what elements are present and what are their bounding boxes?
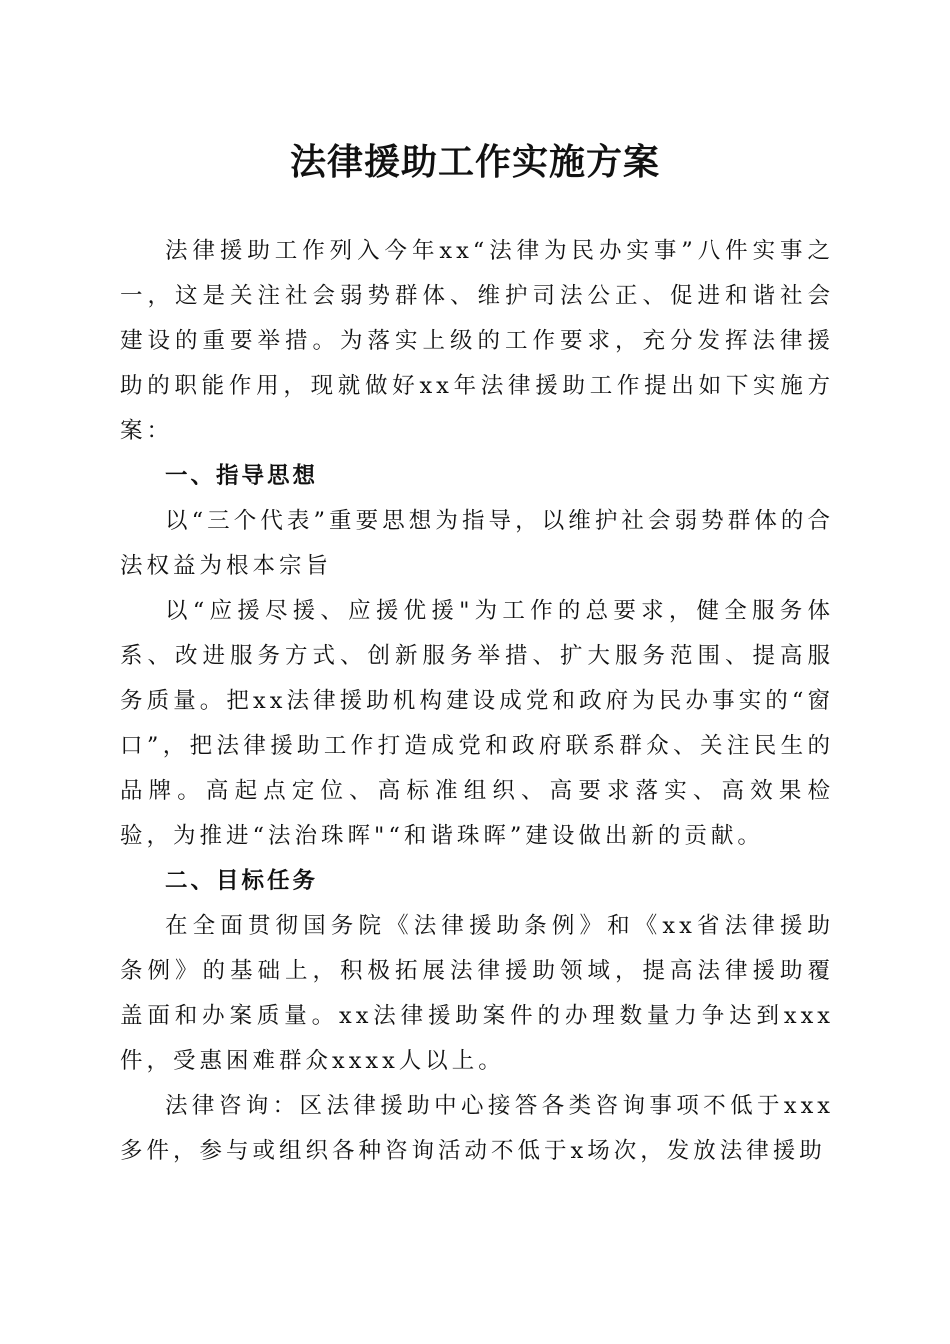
document-body — [120, 229, 834, 1174]
section-heading-guiding-ideology: 一、指导思想 — [165, 463, 319, 489]
goals-tasks-paragraph-1: 在全面贯彻国务院《法律援助条例》和《xx省法律援助条例》的基础上，积极拓展法律援助领域，提高法律援助覆盖面和办案质量。xx法律援助案件的办理数量力争达到xxx件，受惠困难群众xxxx人以上。 — [120, 913, 834, 1074]
guiding-ideology-paragraph-2: 以“应援尽援、应援优援"为工作的总要求，健全服务体系、改进服务方式、创新服务举措、扩大服务范围、提高服务质量。把xx法律援助机构建设成党和政府为民办事实的“窗口”，把法律援助工作打造成党和政府联系群众、关注民生的品牌。高起点定位、高标准组织、高要求落实、高效果检验，为推进“法治珠晖"“和谐珠晖”建设做出新的贡献。 — [120, 598, 834, 849]
section-heading-goals-tasks: 二、目标任务 — [165, 868, 319, 894]
guiding-ideology-paragraph-1: 以“三个代表”重要思想为指导，以维护社会弱势群体的合法权益为根本宗旨 — [120, 508, 834, 579]
document-title: 法律援助工作实施方案 — [289, 141, 660, 183]
legal-consultation-paragraph: 法律咨询：区法律援助中心接答各类咨询事项不低于xxx多件，参与或组织各种咨询活动不低于x场次，发放法律援助 — [120, 1093, 834, 1164]
intro-paragraph: 法律援助工作列入今年xx“法律为民办实事”八件实事之一，这是关注社会弱势群体、维护司法公正、促进和谐社会建设的重要举措。为落实上级的工作要求，充分发挥法律援助的职能作用，现就做好xx年法律援助工作提出如下实施方案： — [120, 238, 834, 444]
